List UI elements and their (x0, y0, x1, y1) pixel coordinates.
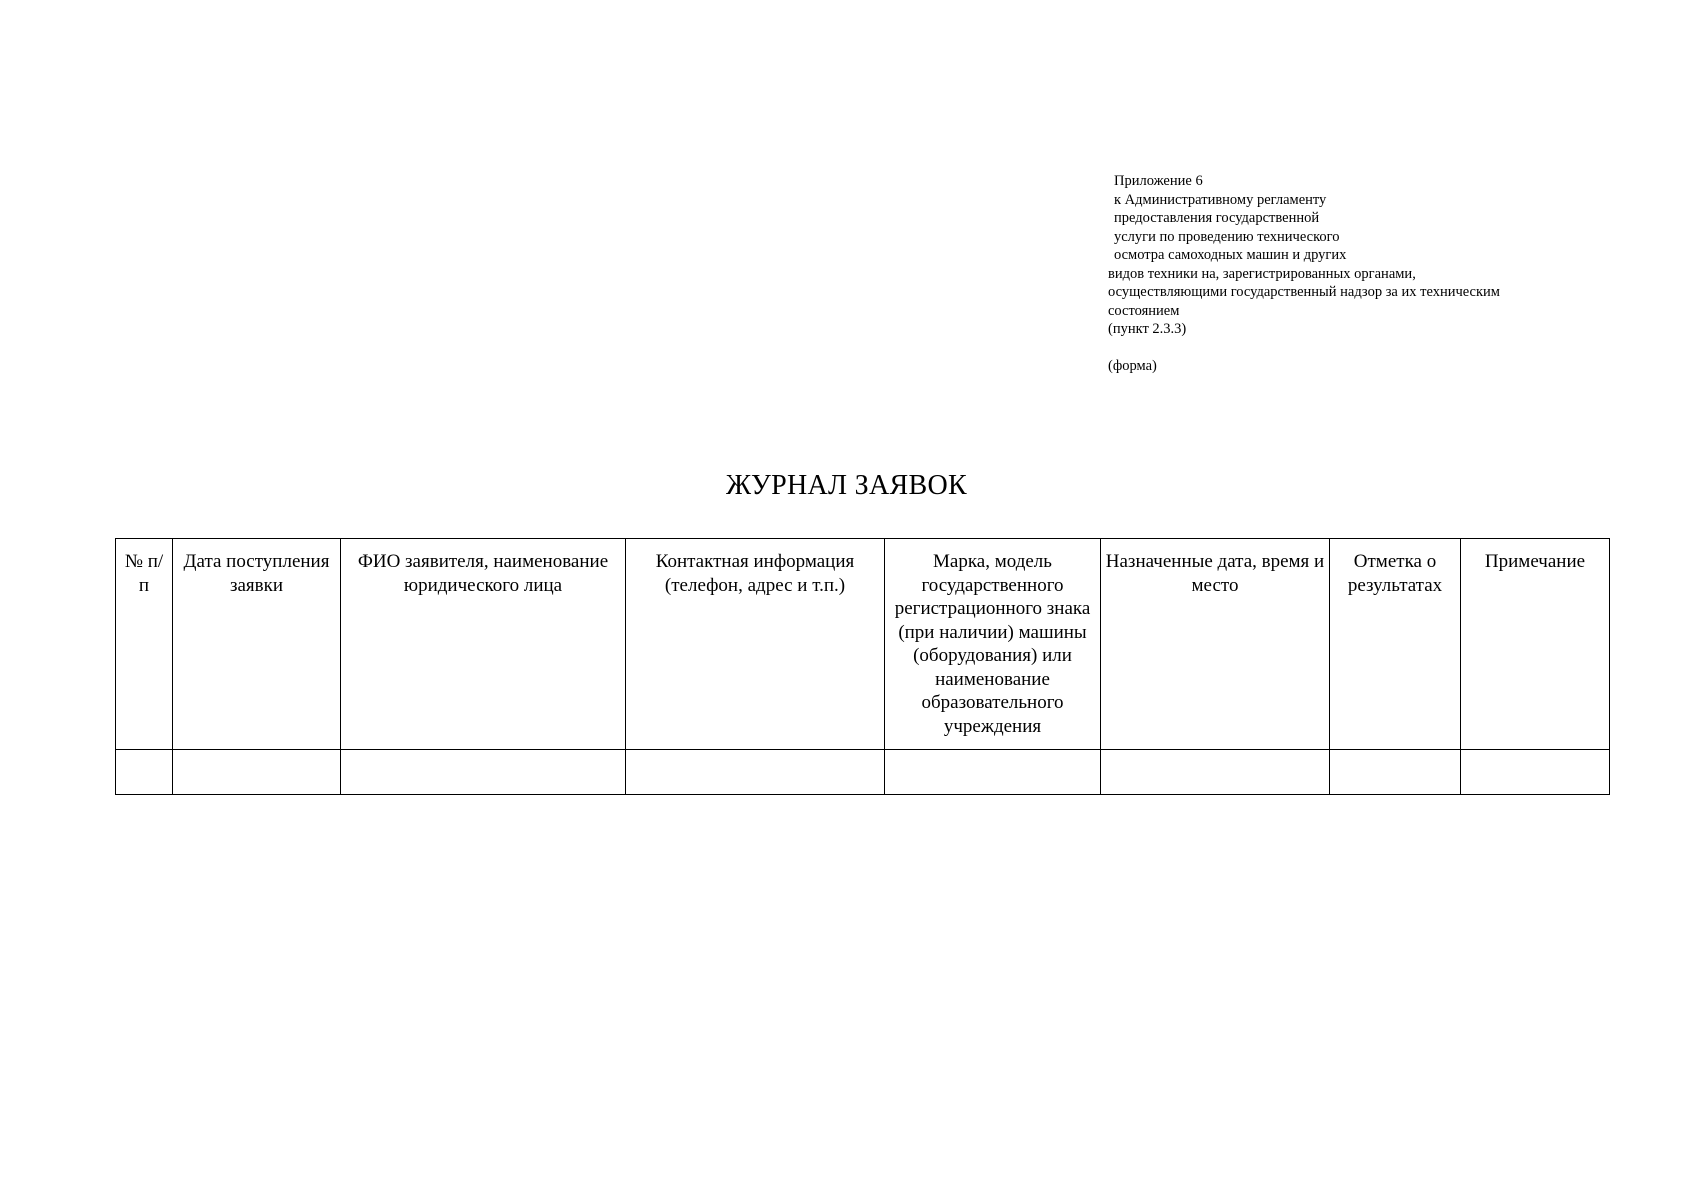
header-number: № п/п (116, 539, 173, 750)
table-header-row (116, 539, 1610, 750)
appendix-line: состоянием (1108, 302, 1180, 319)
table-cell (1461, 750, 1610, 795)
table-cell (341, 750, 626, 795)
table-row (116, 750, 1610, 795)
header-contact-info: Контактная информация (телефон, адрес и т.п.) (626, 539, 885, 750)
applications-journal-table (115, 538, 1610, 795)
appendix-line: к Административному регламенту (1114, 191, 1327, 208)
header-note: Примечание (1461, 539, 1610, 750)
table-cell (885, 750, 1101, 795)
header-applicant-name: ФИО заявителя, наименование юридического лица (341, 539, 626, 750)
table-cell (173, 750, 341, 795)
header-scheduled-datetime-place: Назначенные дата, время и место (1101, 539, 1330, 750)
appendix-line: осмотра самоходных машин и других (1114, 247, 1347, 263)
table-cell (626, 750, 885, 795)
header-machine-model: Марка, модель государственного регистрационного знака (при наличии) машины (оборудования) или наименование образовательного учреждения (885, 539, 1101, 750)
table-cell (1330, 750, 1461, 795)
header-result-mark: Отметка о результатах (1330, 539, 1461, 750)
appendix-line: видов техники на, зарегистрированных органами, (1108, 265, 1416, 282)
appendix-spacer (1108, 339, 1628, 358)
document-title (0, 470, 1697, 502)
table-cell (116, 750, 173, 795)
appendix-line: предоставления государственной (1114, 210, 1320, 226)
appendix-line: Приложение 6 (1114, 173, 1203, 189)
header-date-received: Дата поступления заявки (173, 539, 341, 750)
appendix-note (1108, 172, 1628, 376)
table-cell (1101, 750, 1330, 795)
appendix-line: (пункт 2.3.3) (1108, 321, 1187, 337)
form-label: (форма) (1108, 358, 1157, 374)
appendix-line: осуществляющими государственный надзор за их техническим (1108, 284, 1500, 300)
document-title-text: ЖУРНАЛ ЗАЯВОК (726, 470, 967, 501)
appendix-line: услуги по проведению технического (1114, 228, 1340, 245)
